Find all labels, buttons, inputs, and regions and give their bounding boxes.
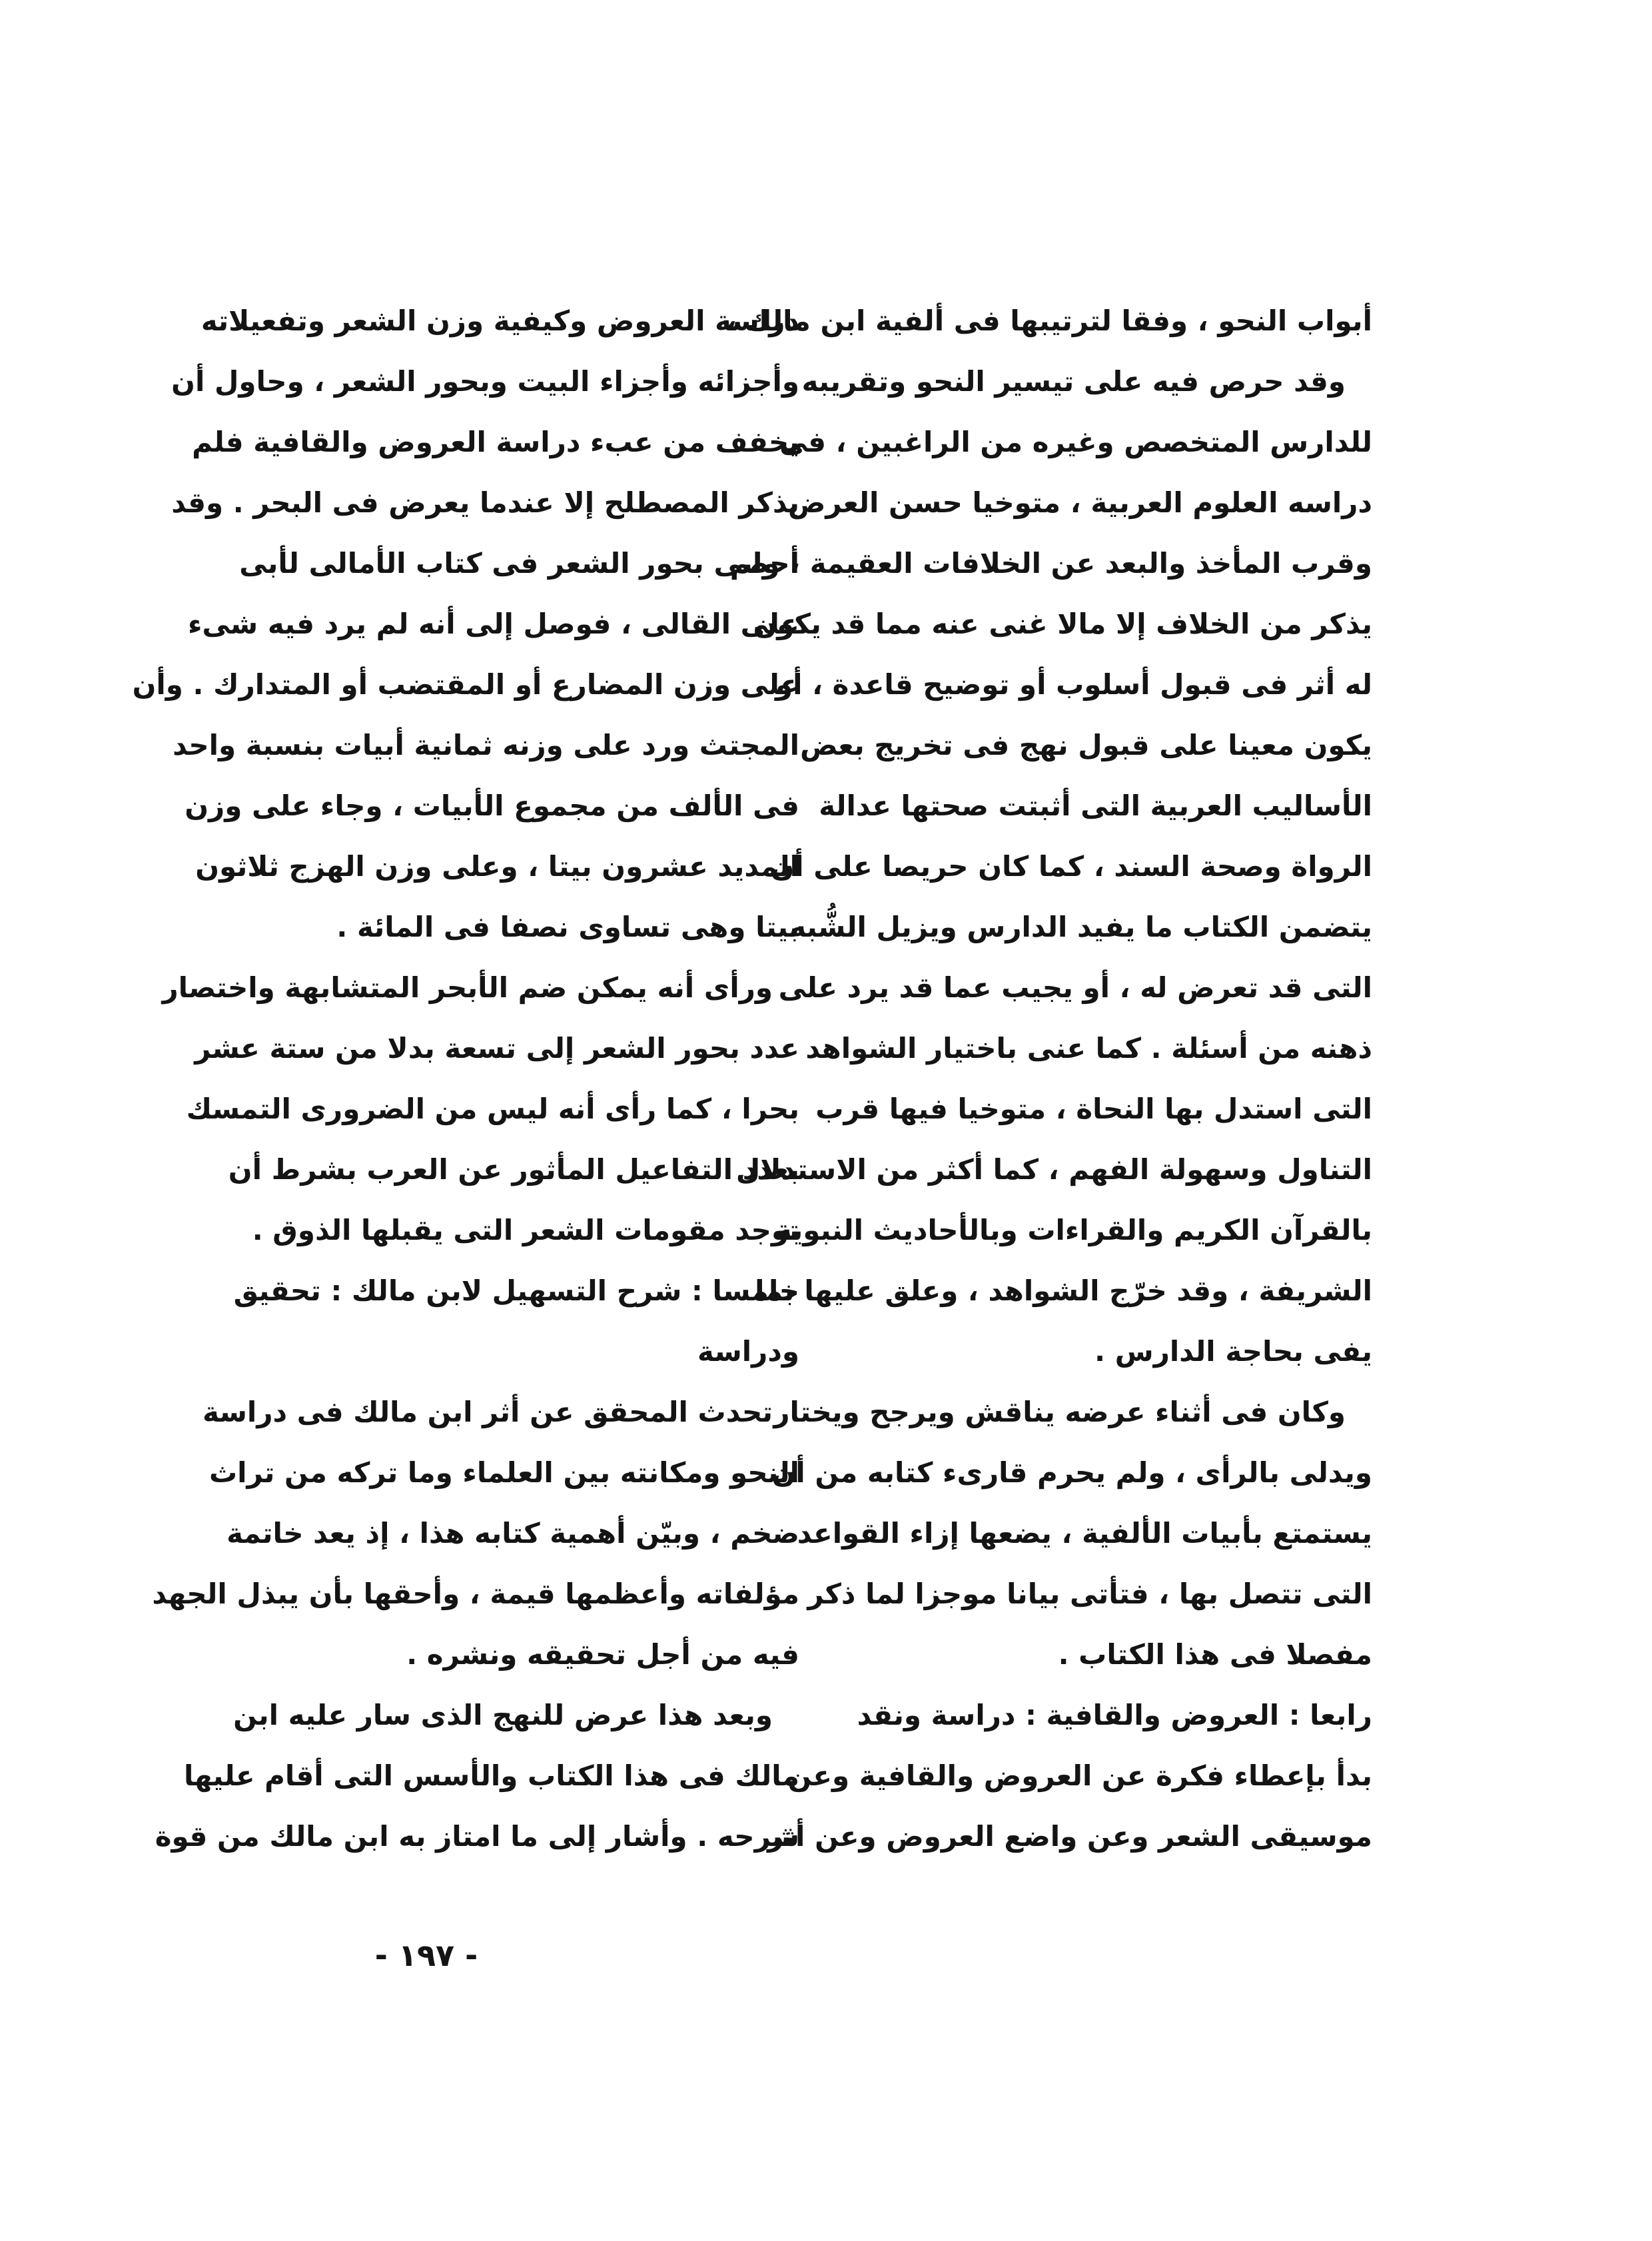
left-column-line: بحرا ، كما رأى أنه ليس من الضرورى التمسك	[186, 1093, 799, 1125]
right-column-line: بدأ بإعطاء فكرة عن العروض والقافية وعن	[787, 1759, 1372, 1792]
left-column-line: تحدث المحقق عن أثر ابن مالك فى دراسة	[203, 1396, 773, 1428]
right-column-line: يستمتع بأبيات الألفية ، يضعها إزاء القواعد	[797, 1517, 1372, 1550]
right-column-line: ذهنه من أسئلة . كما عنى باختيار الشواهد	[805, 1032, 1372, 1065]
right-column-line: وكان فى أثناء عرضه يناقش ويرجح ويختار	[773, 1396, 1346, 1428]
right-column-line: وقرب المأخذ والبعد عن الخلافات العقيمة ، ولم	[729, 547, 1372, 580]
left-column-line: بيتا وهى تساوى نصفا فى المائة .	[336, 911, 799, 943]
left-column-line: فى الألف من مجموع الأبيات ، وجاء على وزن	[185, 789, 799, 822]
left-column-line: ضخم ، وبيّن أهمية كتابه هذا ، إذ يعد خاتمة	[226, 1517, 799, 1550]
left-column-line: يخفف من عبء دراسة العروض والقافية فلم	[192, 426, 799, 458]
right-column-line: التناول وسهولة الفهم ، كما أكثر من الاستدلال	[735, 1153, 1372, 1186]
left-column-line: وبعد هذا عرض للنهج الذى سار عليه ابن	[233, 1699, 773, 1731]
right-column-line: أبواب النحو ، وفقا لترتيبها فى ألفية ابن مالك ،	[725, 304, 1372, 337]
left-column-line: شرحه . وأشار إلى ما امتاز به ابن مالك من قوة	[155, 1820, 799, 1853]
left-column-line: المجتث ورد على وزنه ثمانية أبيات بنسبة واحد	[173, 729, 799, 761]
left-column-line: يذكر المصطلح إلا عندما يعرض فى البحر . وقد	[171, 486, 799, 519]
left-column-line: مؤلفاته وأعظمها قيمة ، وأحقها بأن يبذل الجهد	[152, 1577, 799, 1610]
left-column-line: على وزن المضارع أو المقتضب أو المتدارك . وأن	[132, 668, 799, 701]
right-column-line: التى استدل بها النحاة ، متوخيا فيها قرب	[815, 1093, 1372, 1125]
right-column-line: الأساليب العربية التى أثبتت صحتها عدالة	[819, 789, 1372, 822]
right-column-line: التى قد تعرض له ، أو يجيب عما قد يرد على	[778, 971, 1372, 1004]
left-column-line: توجد مقومات الشعر التى يقبلها الذوق .	[252, 1214, 799, 1246]
left-column-line: خامسا : شرح التسهيل لابن مالك : تحقيق	[233, 1274, 799, 1307]
right-column-line: بالقرآن الكريم والقراءات وبالأحاديث النبوية	[775, 1214, 1372, 1246]
left-column-line: فيه من أجل تحقيقه ونشره .	[406, 1638, 799, 1671]
right-column-line: ويدلى بالرأى ، ولم يحرم قارىء كتابه من أن	[771, 1456, 1372, 1489]
right-column-line: رابعا : العروض والقافية : دراسة ونقد	[857, 1699, 1372, 1731]
right-column-line: يفى بحاجة الدارس .	[1094, 1335, 1372, 1368]
right-column-line: مفصلا فى هذا الكتاب .	[1058, 1638, 1372, 1671]
text-column-left	[132, 290, 799, 1867]
right-column-line: يتضمن الكتاب ما يفيد الدارس ويزيل الشُّبه	[789, 911, 1372, 943]
right-column-line: الشريفة ، وقد خرّج الشواهد ، وعلق عليها بما	[755, 1274, 1372, 1307]
right-column-line: دراسه العلوم العربية ، متوخيا حسن العرض	[787, 486, 1372, 519]
left-column-line: أحصى بحور الشعر فى كتاب الأمالى لأبى	[239, 547, 799, 580]
right-column-line: يذكر من الخلاف إلا مالا غنى عنه مما قد يكون	[753, 608, 1372, 640]
left-column-line: المديد عشرون بيتا ، وعلى وزن الهزج ثلاثون	[195, 850, 799, 883]
left-column-line: وأجزائه وأجزاء البيت وبحور الشعر ، وحاول أن	[171, 365, 799, 398]
right-column-line: للدارس المتخصص وغيره من الراغبين ، فى	[779, 426, 1372, 458]
left-column-line: على القالى ، فوصل إلى أنه لم يرد فيه شىء	[187, 608, 799, 640]
right-column-line: يكون معينا على قبول نهج فى تخريج بعض	[800, 729, 1372, 761]
left-column-line: ودراسة	[697, 1335, 799, 1368]
left-column-line: عدد بحور الشعر إلى تسعة بدلا من ستة عشر	[195, 1032, 799, 1065]
right-column-line: موسيقى الشعر وعن واضع العروض وعن أثر	[767, 1820, 1372, 1853]
right-column-line: له أثر فى قبول أسلوب أو توضيح قاعدة ، أو	[775, 668, 1372, 701]
left-column-line: ورأى أنه يمكن ضم الأبحر المتشابهة واختصار	[162, 971, 773, 1004]
left-column-line: دراسة العروض وكيفية وزن الشعر وتفعيلاته	[201, 304, 799, 337]
page-number: - ١٩٧ -	[374, 1937, 478, 1973]
left-column-line: بعدد التفاعيل المأثور عن العرب بشرط أن	[228, 1153, 799, 1186]
right-column-line: الرواة وصحة السند ، كما كان حريصا على أن	[770, 850, 1372, 883]
left-column-line: النحو ومكانته بين العلماء وما تركه من تراث	[208, 1456, 799, 1489]
right-column-line: وقد حرص فيه على تيسير النحو وتقريبه	[801, 365, 1346, 398]
left-column-line: مالك فى هذا الكتاب والأسس التى أقام عليها	[184, 1759, 799, 1792]
right-column-line: التى تتصل بها ، فتأتى بيانا موجزا لما ذكر	[807, 1577, 1372, 1610]
